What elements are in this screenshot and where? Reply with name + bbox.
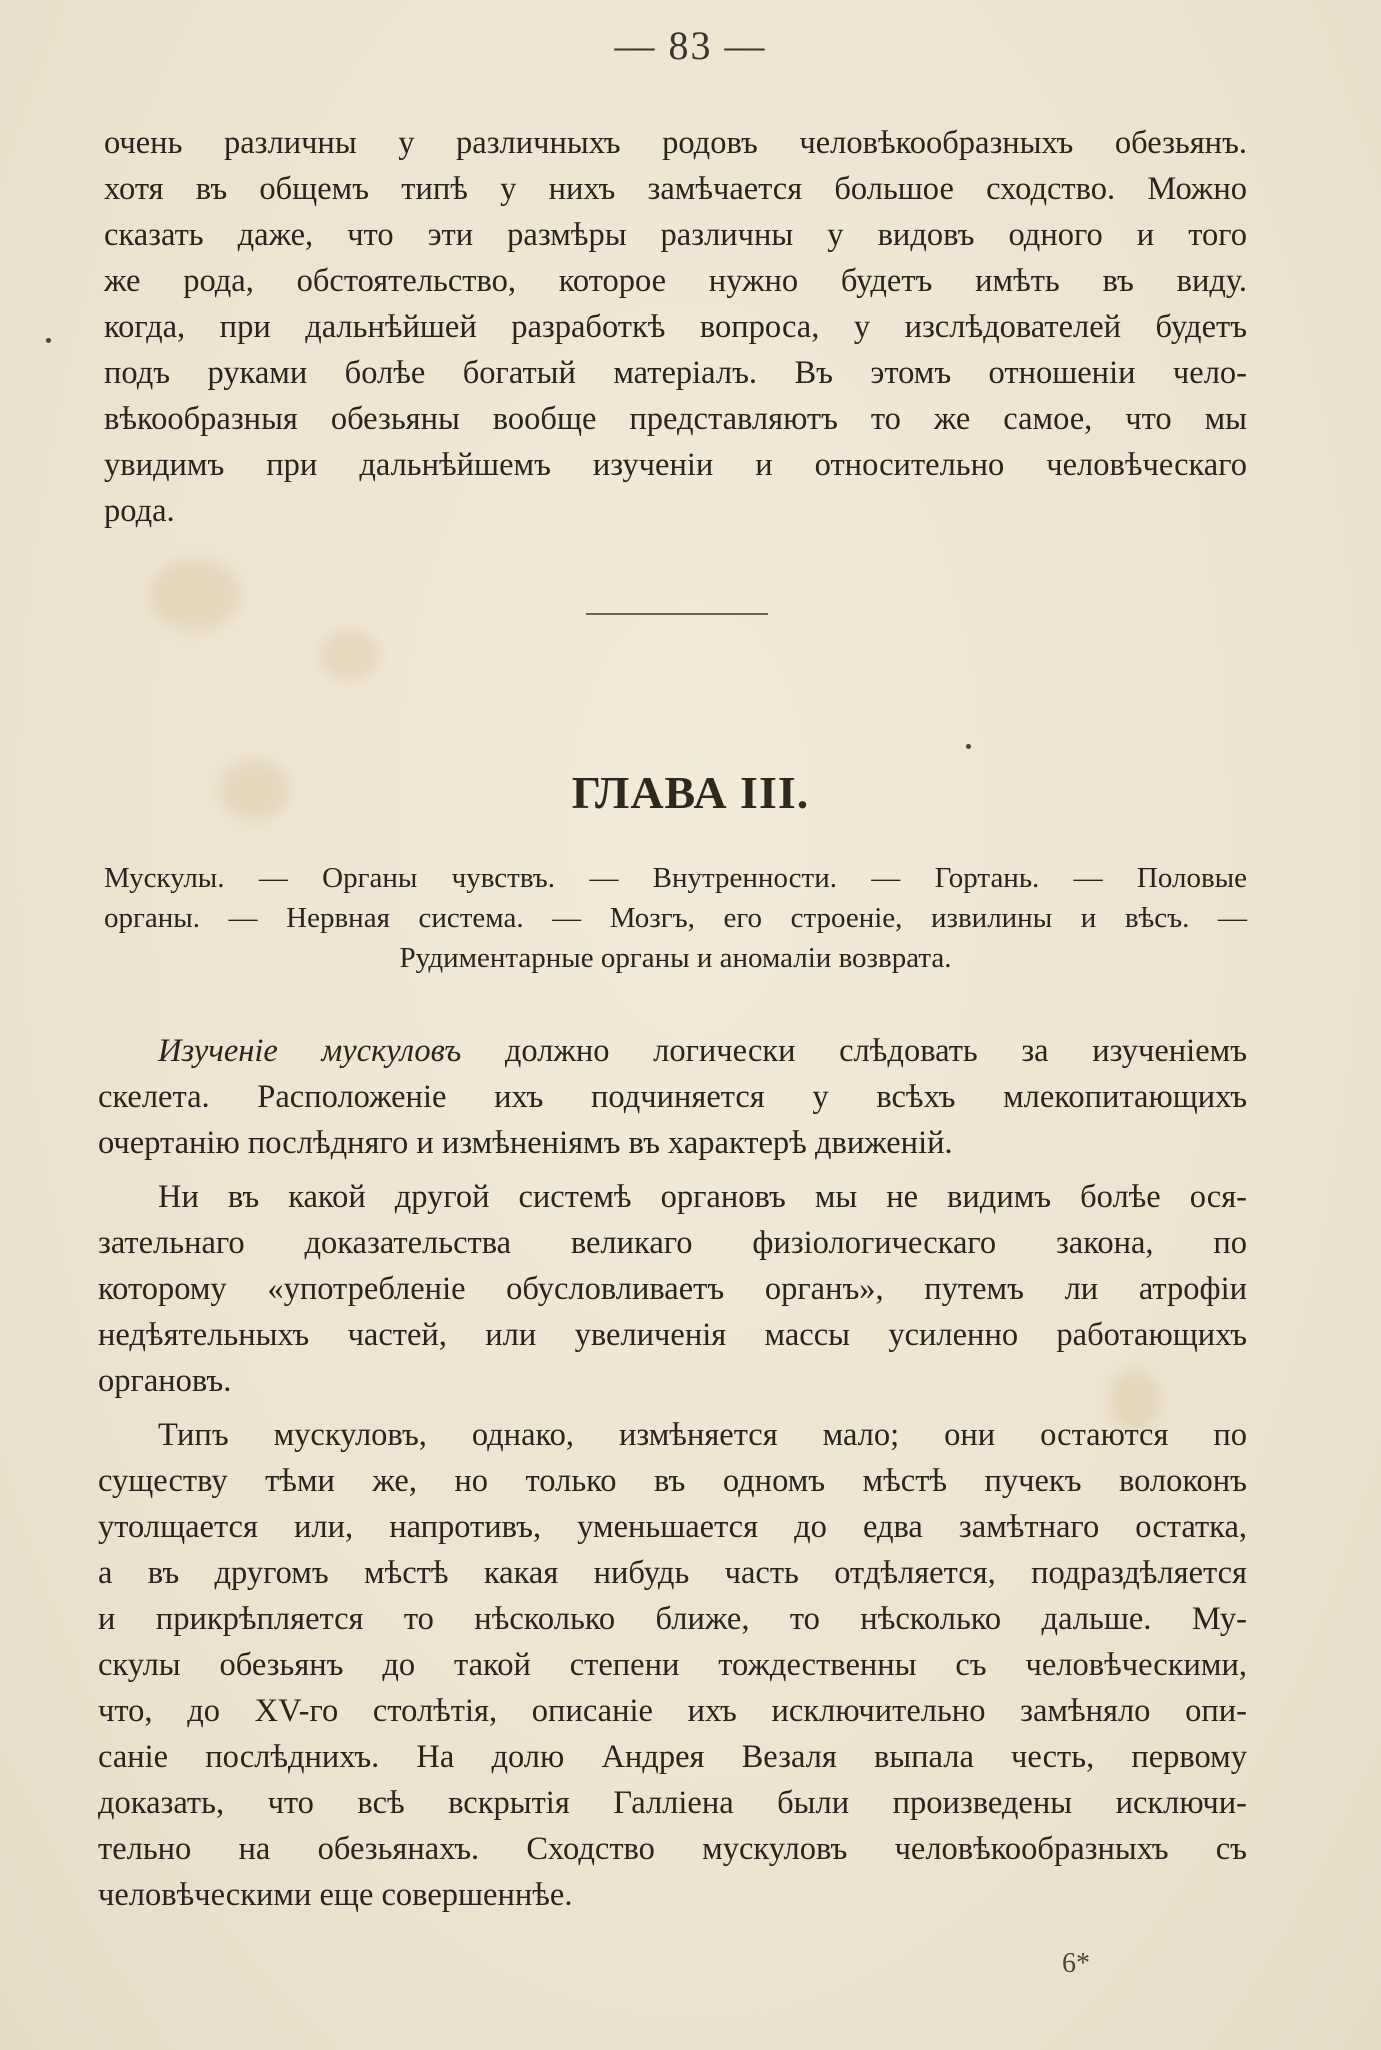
text-line: увидимъ при дальнѣйшемъ изученіи и относительно человѣческаго <box>104 447 1247 483</box>
print-speck <box>966 744 971 749</box>
text-line: недѣятельныхъ частей, или увеличенія массы усиленно работающихъ <box>98 1317 1247 1353</box>
chapter-summary <box>104 858 1247 978</box>
paragraph-muscles-intro <box>98 1028 1247 1166</box>
text-line: рода. <box>104 493 175 529</box>
text-line: очень различны у различныхъ родовъ человѣкообразныхъ обезьянъ. <box>104 125 1247 161</box>
text-line: которому «употребленіе обусловливаетъ органъ», путемъ ли атрофіи <box>98 1271 1247 1307</box>
paragraph-law-of-use <box>98 1174 1247 1404</box>
text-line: доказать, что всѣ вскрытія Галліена были произведены исключи- <box>98 1785 1247 1821</box>
paragraph-muscle-type <box>98 1412 1247 1918</box>
text-line: вѣкообразныя обезьяны вообще представляютъ то же самое, что мы <box>104 401 1247 437</box>
text-line: утолщается или, напротивъ, уменьшается до едва замѣтнаго остатка, <box>98 1509 1247 1545</box>
text-line: Типъ мускуловъ, однако, измѣняется мало; они остаются по <box>158 1417 1247 1453</box>
text-line: а въ другомъ мѣстѣ какая нибудь часть отдѣляется, подраздѣляется <box>98 1555 1247 1591</box>
text-line: зательнаго доказательства великаго физіологическаго закона, по <box>98 1225 1247 1261</box>
text-line: когда, при дальнѣйшей разработкѣ вопроса, у изслѣдователей будетъ <box>104 309 1247 345</box>
text-line: что, до XV-го столѣтія, описаніе ихъ исключительно замѣняло опи- <box>98 1693 1247 1729</box>
text-line: хотя въ общемъ типѣ у нихъ замѣчается большое сходство. Можно <box>104 171 1247 207</box>
text-line: очертанію послѣдняго и измѣненіямъ въ характерѣ движеній. <box>98 1125 953 1161</box>
summary-line: Рудиментарные органы и аномаліи возврата. <box>399 942 952 974</box>
section-divider <box>586 613 768 615</box>
text-line: скелета. Расположеніе ихъ подчиняется у всѣхъ млекопитающихъ <box>98 1079 1247 1115</box>
text-line: Ни въ какой другой системѣ органовъ мы не видимъ болѣе ося- <box>158 1179 1247 1215</box>
intro-paragraph <box>104 120 1247 534</box>
text-line: саніе послѣднихъ. На долю Андрея Везаля выпала честь, первому <box>98 1739 1247 1775</box>
text-line: тельно на обезьянахъ. Сходство мускуловъ человѣкообразныхъ съ <box>98 1831 1247 1867</box>
print-speck <box>46 338 51 343</box>
text-line: и прикрѣпляется то нѣсколько ближе, то нѣсколько дальше. Му- <box>98 1601 1247 1637</box>
page-number: — 83 — <box>614 23 767 68</box>
text-fragment: должно логически слѣдовать за изученіемъ <box>461 1033 1248 1069</box>
chapter-title: ГЛАВА III. <box>571 767 810 818</box>
signature-mark: 6* <box>1062 1948 1090 1979</box>
paper-stain <box>150 560 240 630</box>
text-line: подъ руками болѣе богатый матеріалъ. Въ этомъ отношеніи чело- <box>104 355 1247 391</box>
text-line: человѣческими еще совершеннѣе. <box>98 1877 573 1913</box>
text-line: органовъ. <box>98 1363 232 1399</box>
text-line: сказать даже, что эти размѣры различны у видовъ одного и того <box>104 217 1247 253</box>
text-line: существу тѣми же, но только въ одномъ мѣстѣ пучекъ волоконъ <box>98 1463 1247 1499</box>
italic-lead: Изученіе мускуловъ <box>158 1033 462 1069</box>
text-line: же рода, обстоятельство, которое нужно будетъ имѣть въ виду. <box>104 263 1247 299</box>
text-line <box>98 1028 1247 1074</box>
summary-line: органы. — Нервная система. — Мозгъ, его строеніе, извилины и вѣсъ. — <box>104 902 1247 934</box>
text-line: скулы обезьянъ до такой степени тождественны съ человѣческими, <box>98 1647 1247 1683</box>
paper-stain <box>320 630 380 680</box>
summary-line: Мускулы. — Органы чувствъ. — Внутренности. — Гортань. — Половые <box>104 862 1247 894</box>
